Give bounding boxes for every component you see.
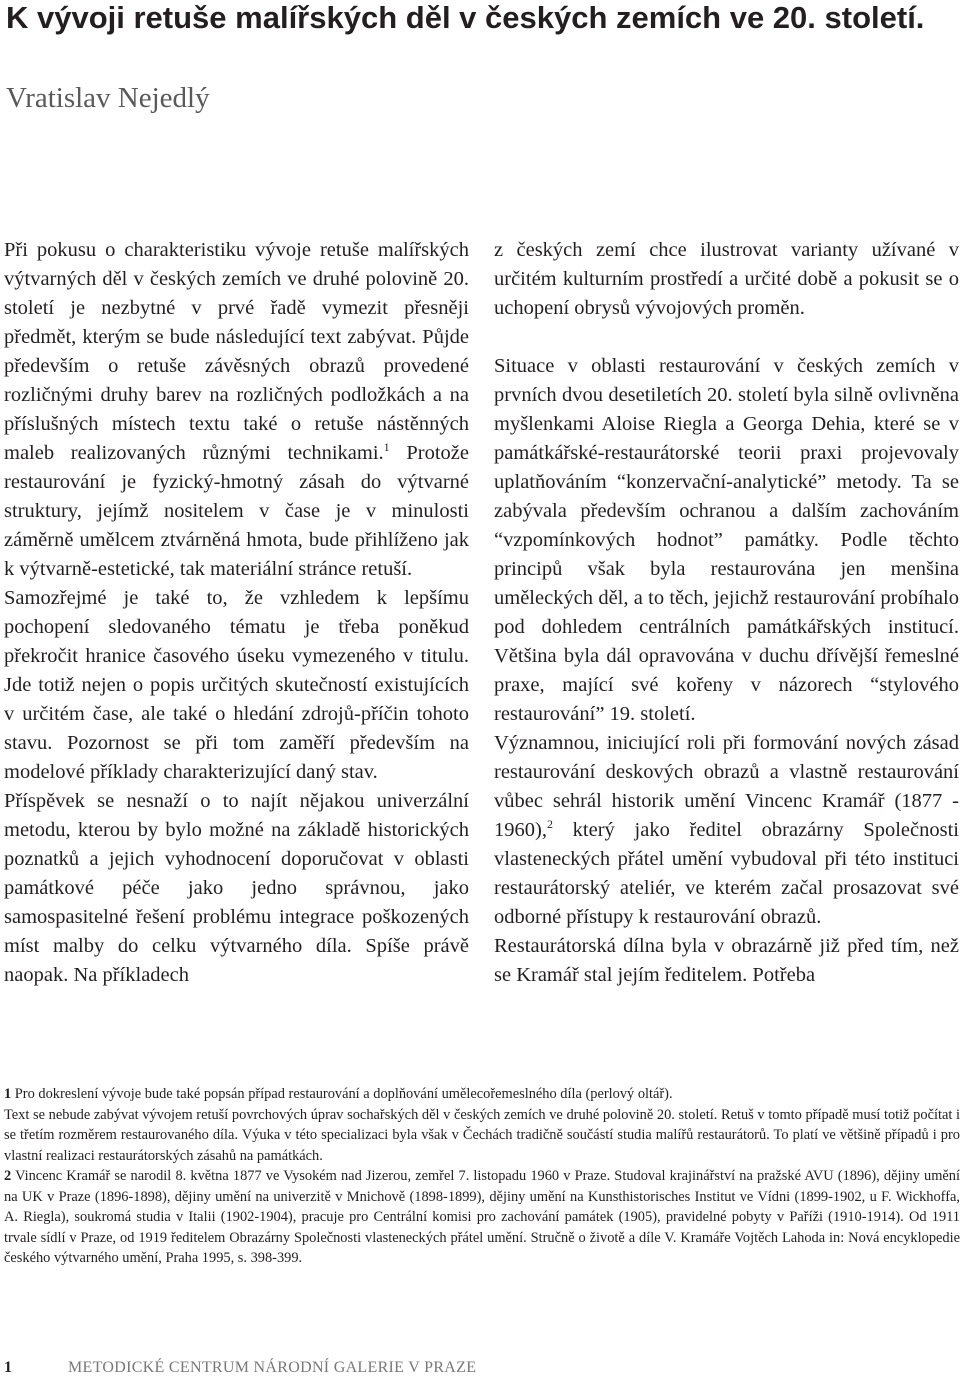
left-paragraph-1 (4, 236, 469, 584)
footnote-number: 1 (4, 1086, 12, 1102)
right-paragraph-3-text-a: Významnou, iniciující roli při formování nových zásad restaurování deskových obrazů a vlastně restaurování vůbec sehrál historik umění Vincenc Kramář (1877 - 1960), (494, 732, 959, 841)
footnotes (4, 1084, 960, 1269)
right-paragraph-3 (494, 729, 959, 932)
right-paragraph-3-text-b: který jako ředitel obrazárny Společnosti vlasteneckých přátel umění vybudoval při této instituci restaurátorský ateliér, ve kterém začal prosazovat své odborné přístupy k restaurování obrazů. (494, 819, 959, 928)
right-paragraph-1: z českých zemí chce ilustrovat varianty užívané v určitém kulturním prostředí a určité době a pokusit se o uchopení obrysů vývojových proměn. (494, 239, 959, 319)
footer-institution: METODICKÉ CENTRUM NÁRODNÍ GALERIE V PRAZE (68, 1359, 477, 1376)
left-paragraph-1-text-a: Při pokusu o charakteristiku vývoje retuše malířských výtvarných děl v českých zemích ve druhé polovině 20. století je nezbytné v prvé řadě vymezit přesněji předmět, kterým se bude následující text zabývat. Půjde především o retuše závěsných obrazů provedené rozličnými druhy barev na rozličných podložkách a na příslušných místech textu také o retuše nástěnných maleb realizovaných různými technikami. (4, 239, 469, 464)
right-column (494, 236, 959, 990)
footnote-text: Text se nebude zabývat vývojem retuší povrchových úprav sochařských děl v českých zemích ve druhé polovině 20. století. Retuš v tomto případě musí totiž počítat i se třetím rozměrem restaurovaného díla. Výuka v této specializaci byla však v Čechách tradičně součástí studia malířů restaurátorů. To platí ve většině případů i pro vlastní realizaci restaurátorských zásahů na památkách. (4, 1106, 960, 1164)
article-title: K vývoji retuše malířských děl v českých zemích ve 20. století. (6, 0, 925, 35)
footnote-item (4, 1105, 960, 1167)
footnote-number: 2 (4, 1168, 12, 1184)
right-paragraph-2: Situace v oblasti restaurování v českých zemích v prvních dvou desetiletích 20. století byla silně ovlivněna myšlenkami Aloise Riegla a Georga Dehia, které se v památkářské-restaurátorské teorii praxi projevovaly uplatňováním “konzervační-analytické” metody. Ta se zabývala především ochranou a dalším zachováním “vzpomínkových hodnot” památky. Podle těchto principů však byla restaurována jen menšina uměleckých děl, a to těch, jejichž restaurování probíhalo pod dohledem centrálních památkářských institucí. Většina byla dál opravována v duchu dřívější řemeslné praxe, mající své kořeny v názorech “stylového restaurování” 19. století. (494, 355, 959, 725)
author-name: Vratislav Nejedlý (6, 82, 210, 114)
left-column (4, 236, 469, 990)
footnote-text: Pro dokreslení vývoje bude také popsán případ restaurování a doplňování umělecořemeslného díla (perlový oltář). (11, 1086, 673, 1102)
left-paragraph-1-text-b: Protože restaurování je fyzický-hmotný zásah do výtvarné struktury, jejímž nositelem v čase je v minulosti záměrně umělcem ztvárněná hmota, bude přihlíženo jak k výtvarně-estetické, tak materiální stránce retuší. (4, 442, 469, 580)
left-paragraph-3: Příspěvek se nesnaží o to najít nějakou univerzální metodu, kterou by bylo možné na základě historických poznatků a jejich vyhodnocení doporučovat v oblasti památkové péče jako jedno správnou, jako samospasitelné řešení problému integrace poškozených míst malby do celku výtvarného díla. Spíše právě naopak. Na příkladech (4, 790, 469, 986)
page-footer (4, 1358, 904, 1378)
footnote-text: Vincenc Kramář se narodil 8. května 1877 ve Vysokém nad Jizerou, zemřel 7. listopadu 1960 v Praze. Studoval krajinářství na pražské AVU (1896), dějiny umění na UK v Praze (1896-1898), dějiny umění na univerzitě v Mnichově (1898-1899), dějiny umění na Kunsthistorisches Institut ve Vídni (1899-1902, u F. Wickhoffa, A. Riegla), soukromá studia v Italii (1902-1904), pracuje pro Centrální komisi pro zachování památek (1905), pravidelné pobyty v Paříži (1910-1914). Od 1911 trvale sídlí v Praze, od 1919 ředitelem Obrazárny Společnosti vlasteneckých přátel umění. Stručně o životě a díle V. Kramáře Vojtěch Lahoda in: Nová encyklopedie českého výtvarného umění, Praha 1995, s. 398-399. (4, 1168, 960, 1266)
left-paragraph-2: Samozřejmé je také to, že vzhledem k lepšímu pochopení sledovaného tématu je třeba poněkud překročit hranice časového úseku vymezeného v titulu. Jde totiž nejen o popis určitých skutečností existujících v určitém čase, ale také o hledání zdrojů-příčin tohoto stavu. Pozornost se při tom zaměří především na modelové příklady charakterizující daný stav. (4, 587, 469, 783)
footnote-ref-1: 1 (383, 440, 390, 454)
footnote-ref-2: 2 (546, 817, 553, 831)
footnote-item (4, 1166, 960, 1269)
right-paragraph-4: Restaurátorská dílna byla v obrazárně již před tím, než se Kramář stal jejím ředitelem. Potřeba (494, 935, 959, 986)
footnote-item (4, 1084, 960, 1105)
page-number: 1 (4, 1359, 12, 1376)
